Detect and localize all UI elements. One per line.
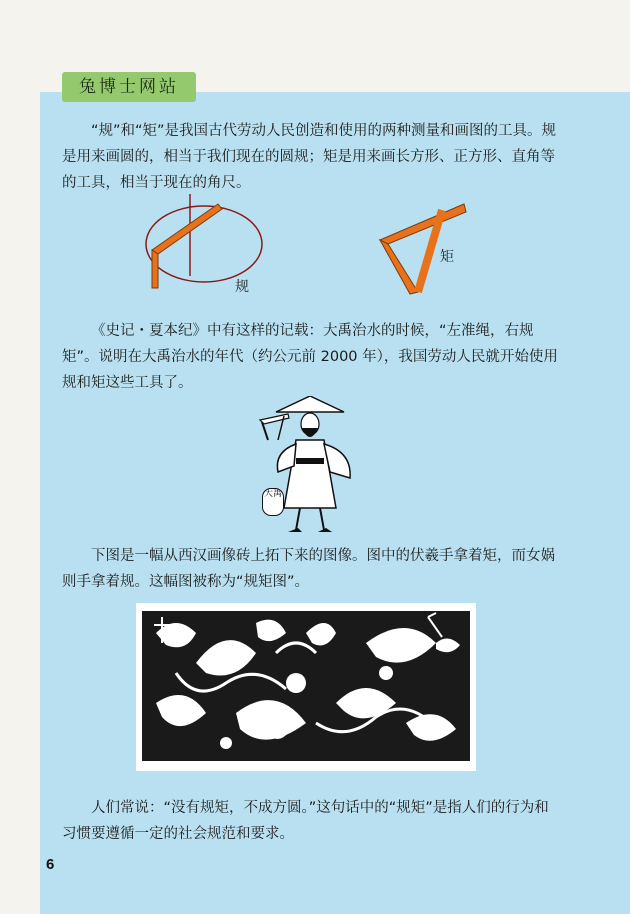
seal-text: 大禹 <box>263 489 282 499</box>
paragraph-gui-ju-intro: “规”和“矩”是我国古代劳动人民创造和使用的两种测量和画图的工具。规是用来画圆的，相当于我们现在的圆规；矩是用来画长方形、正方形、直角等的工具，相当于现在的角尺。 <box>62 123 557 191</box>
compass-label: 规 <box>235 279 249 295</box>
set-square-label: 矩 <box>440 249 454 265</box>
compass-illustration <box>140 192 280 292</box>
fuxi-nuwa-rubbing-image <box>136 603 476 771</box>
page-number: 6 <box>46 856 55 873</box>
set-square-illustration <box>378 200 470 300</box>
section-tab: 兔博士网站 <box>62 72 196 102</box>
paragraph-rubbing-description: 下图是一幅从西汉画像砖上拓下来的图像。图中的伏羲手拿着矩，而女娲则手拿着规。这幅图被称为“规矩图”。 <box>62 548 555 590</box>
da-yu-seal <box>262 488 284 516</box>
paragraph-saying: 人们常说：“没有规矩，不成方圆。”这句话中的“规矩”是指人们的行为和习惯要遵循一定的社会规范和要求。 <box>62 800 549 842</box>
da-yu-figure-illustration <box>258 396 362 538</box>
paragraph-shiji-record: 《史记・夏本纪》中有这样的记载：大禹治水的时候，“左准绳，右规矩”。说明在大禹治水的年代（约公元前 2000 年），我国劳动人民就开始使用规和矩这些工具了。 <box>62 323 558 391</box>
